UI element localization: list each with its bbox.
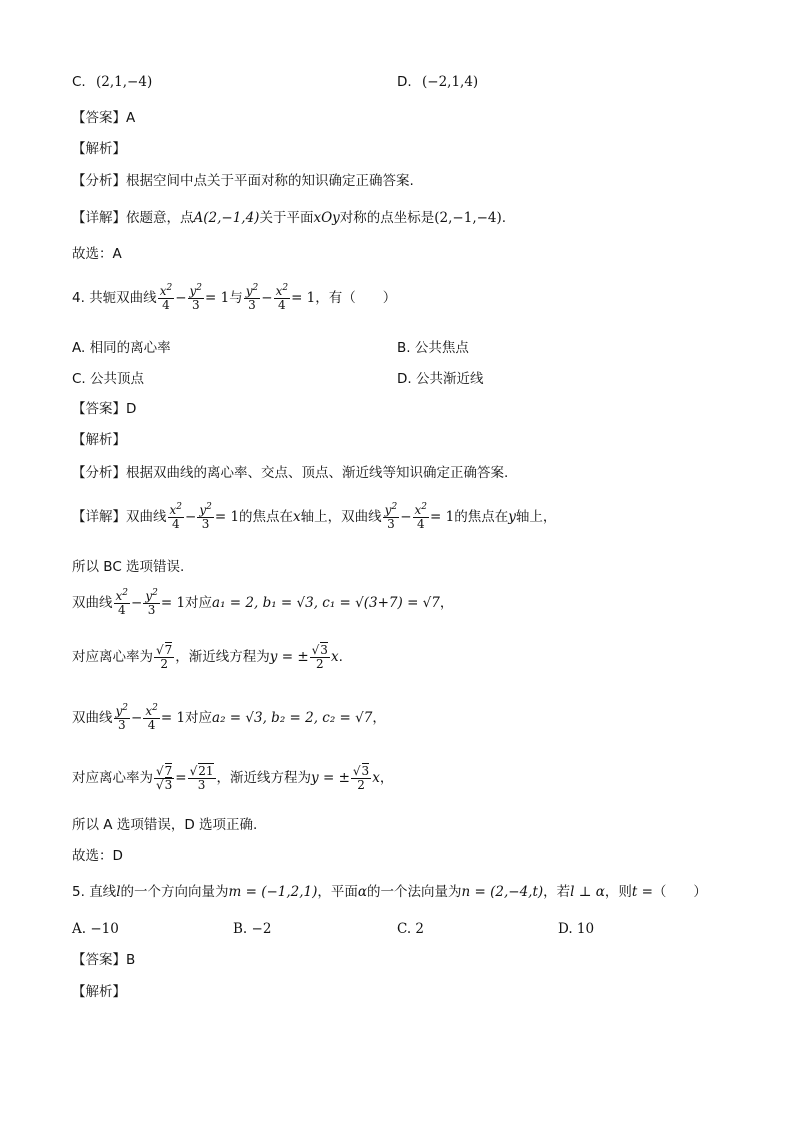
q4-conclusion: 所以 A 选项错误，D 选项正确. xyxy=(72,817,258,833)
q4-option-b: B. 公共焦点 xyxy=(397,340,469,356)
q4-eccentricity-1: 对应离心率为 $\frac{√7}{2}$ ，渐近线方程为y = ± $\frac{√3}{2}$ x. xyxy=(72,642,343,671)
fraction-sqrt7-2: $\frac{√7}{2}$ xyxy=(156,642,173,671)
q5-option-b: B. −2 xyxy=(233,921,272,937)
text: 与 xyxy=(229,290,243,306)
text: 关于平面 xyxy=(259,210,314,226)
text: 对应离心率为 xyxy=(72,649,153,665)
q5-analysis-heading: 【解析】 xyxy=(72,984,126,1000)
text: 直线 xyxy=(89,884,117,900)
text: 共轭双曲线 xyxy=(89,290,157,306)
text: ，平面 xyxy=(317,884,358,900)
q3-xiangjie xyxy=(72,208,506,228)
q5-option-a: A. −10 xyxy=(72,921,119,937)
q5-answer: 【答案】B xyxy=(72,952,136,968)
line-l: l xyxy=(116,884,121,900)
q4-answer: 【答案】D xyxy=(72,401,137,417)
plane-alpha: α xyxy=(357,884,368,900)
q4-choose: 故选：D xyxy=(72,848,123,864)
q3-answer: 【答案】A xyxy=(72,110,136,126)
q5-option-c: C. 2 xyxy=(397,921,425,937)
text: 双曲线 xyxy=(126,509,167,525)
q4-stem: 4. 共轭双曲线 $\frac{x^2}{4}$ − $\frac{y^2}{3}$ = 1与 $\frac{y^2}{3}$ − $\frac{x^2}{4}$ = 1，有（ ） xyxy=(72,282,397,312)
q4-xiangjie: 【详解】双曲线 $\frac{x^2}{4}$ − $\frac{y^2}{3}$ = 1的焦点在x轴上，双曲线 $\frac{y^2}{3}$ − $\frac{x^2}{4}$ = 1的焦点在y轴上， xyxy=(72,501,557,531)
text: 的焦点在 xyxy=(239,509,294,525)
q3-option-c xyxy=(72,72,152,92)
text: ，渐近线方程为 xyxy=(175,649,270,665)
hyperbola-1-values: a₁ = 2, b₁ = √3, c₁ = √(3+7) = √7 xyxy=(212,595,440,611)
fraction-x2-4: $\frac{x^2}{4}$ xyxy=(414,501,428,531)
plane-xoy: xOy xyxy=(313,210,340,226)
fraction-sqrt3-2: $\frac{√3}{2}$ xyxy=(311,642,328,671)
text: ，有（ ） xyxy=(315,290,397,306)
option-label: C. xyxy=(72,74,86,90)
fenxi-text: 根据空间中点关于平面对称的知识确定正确答案. xyxy=(126,173,414,189)
fenxi-tag: 【分析】 xyxy=(72,465,126,481)
fraction-x2-4: $\frac{x^2}{4}$ xyxy=(169,501,183,531)
q4-option-d: D. 公共渐近线 xyxy=(397,371,484,387)
fraction-y2-3: $\frac{y^2}{3}$ xyxy=(189,282,203,312)
q4-hyperbola-1: 双曲线 $\frac{x^2}{4}$ − $\frac{y^2}{3}$ = 1对应a₁ = 2, b₁ = √3, c₁ = √(3+7) = √7， xyxy=(72,587,454,617)
q4-bc-wrong: 所以 BC 选项错误. xyxy=(72,559,185,575)
q4-option-c: C. 公共顶点 xyxy=(72,371,145,387)
text: ，渐近线方程为 xyxy=(216,770,312,786)
text: 的焦点在 xyxy=(454,509,509,525)
axis-x: x xyxy=(293,509,301,525)
q5-option-d: D. 10 xyxy=(558,921,595,937)
text: 对应离心率为 xyxy=(72,770,153,786)
text: 双曲线 xyxy=(72,710,113,726)
fraction-x2-4: $\frac{x^2}{4}$ xyxy=(275,282,289,312)
text: 轴上， xyxy=(515,509,557,525)
fraction-x2-4: $\frac{x^2}{4}$ xyxy=(159,282,173,312)
fraction-y2-3: $\frac{y^2}{3}$ xyxy=(245,282,259,312)
q3-fenxi xyxy=(72,171,414,191)
text: ，若 xyxy=(543,884,571,900)
fraction-x2-4: $\frac{x^2}{4}$ xyxy=(115,587,129,617)
q4-eccentricity-2: 对应离心率为 $\frac{√7}{√3}$ = $\frac{√21}{3}$ ，渐近线方程为y = ± $\frac{√3}{2}$ x， xyxy=(72,763,394,792)
fraction-y2-3: $\frac{y^2}{3}$ xyxy=(145,587,158,617)
t-equals: t = xyxy=(631,884,653,900)
text: （ ） xyxy=(652,884,707,900)
text: 的一个方向向量为 xyxy=(120,884,229,900)
fraction-y2-3: $\frac{y^2}{3}$ xyxy=(115,702,129,732)
text: 的一个法向量为 xyxy=(367,884,462,900)
xiangjie-tag: 【详解】 xyxy=(72,509,126,525)
q5-stem xyxy=(72,882,707,902)
q4-fenxi xyxy=(72,463,508,483)
q3-option-d xyxy=(397,72,478,92)
text: 对应 xyxy=(185,710,213,726)
text: 依题意，点 xyxy=(126,210,194,226)
hyperbola-2-values: a₂ = √3, b₂ = 2, c₂ = √7 xyxy=(212,710,373,726)
vector-m: m = (−1,2,1) xyxy=(228,884,318,900)
q4-hyperbola-2: 双曲线 $\frac{y^2}{3}$ − $\frac{x^2}{4}$ = 1对应a₂ = √3, b₂ = 2, c₂ = √7， xyxy=(72,702,386,732)
option-value: (2,1,−4) xyxy=(96,74,153,90)
fraction-y2-3: $\frac{y^2}{3}$ xyxy=(384,501,398,531)
xiangjie-tag: 【详解】 xyxy=(72,210,126,226)
text: ，则 xyxy=(604,884,632,900)
text: ， xyxy=(439,595,454,611)
text: ， xyxy=(372,710,386,726)
question-number: 4. xyxy=(72,290,85,306)
q3-choose: 故选：A xyxy=(72,246,122,262)
text: 对称的点坐标是 xyxy=(339,210,435,226)
option-value: (−2,1,4) xyxy=(421,74,479,90)
q4-analysis-heading: 【解析】 xyxy=(72,432,126,448)
text: . xyxy=(501,210,507,226)
q3-analysis-heading: 【解析】 xyxy=(72,141,126,157)
perp-condition: l ⊥ α xyxy=(570,884,605,900)
fraction-y2-3: $\frac{y^2}{3}$ xyxy=(199,501,212,531)
fraction-sqrt7-sqrt3: $\frac{√7}{√3}$ xyxy=(156,763,173,792)
fraction-x2-4: $\frac{x^2}{4}$ xyxy=(145,702,158,732)
text: 对应 xyxy=(185,595,213,611)
q4-option-a: A. 相同的离心率 xyxy=(72,340,171,356)
text: 双曲线 xyxy=(72,595,113,611)
result-point: (2,−1,−4) xyxy=(434,210,502,226)
fenxi-tag: 【分析】 xyxy=(72,173,126,189)
point-a: A(2,−1,4) xyxy=(193,210,260,226)
fraction-sqrt21-3: $\frac{√21}{3}$ xyxy=(189,763,214,792)
option-label: D. xyxy=(397,74,412,90)
fenxi-text: 根据双曲线的离心率、交点、顶点、渐近线等知识确定正确答案. xyxy=(126,465,509,481)
question-number: 5. xyxy=(72,884,85,900)
text: 轴上，双曲线 xyxy=(300,509,382,525)
text: ， xyxy=(379,770,394,786)
axis-y: y xyxy=(508,509,516,525)
vector-n: n = (2,−4,t) xyxy=(461,884,544,900)
text: . xyxy=(338,649,343,665)
fraction-sqrt3-2: $\frac{√3}{2}$ xyxy=(352,763,370,792)
